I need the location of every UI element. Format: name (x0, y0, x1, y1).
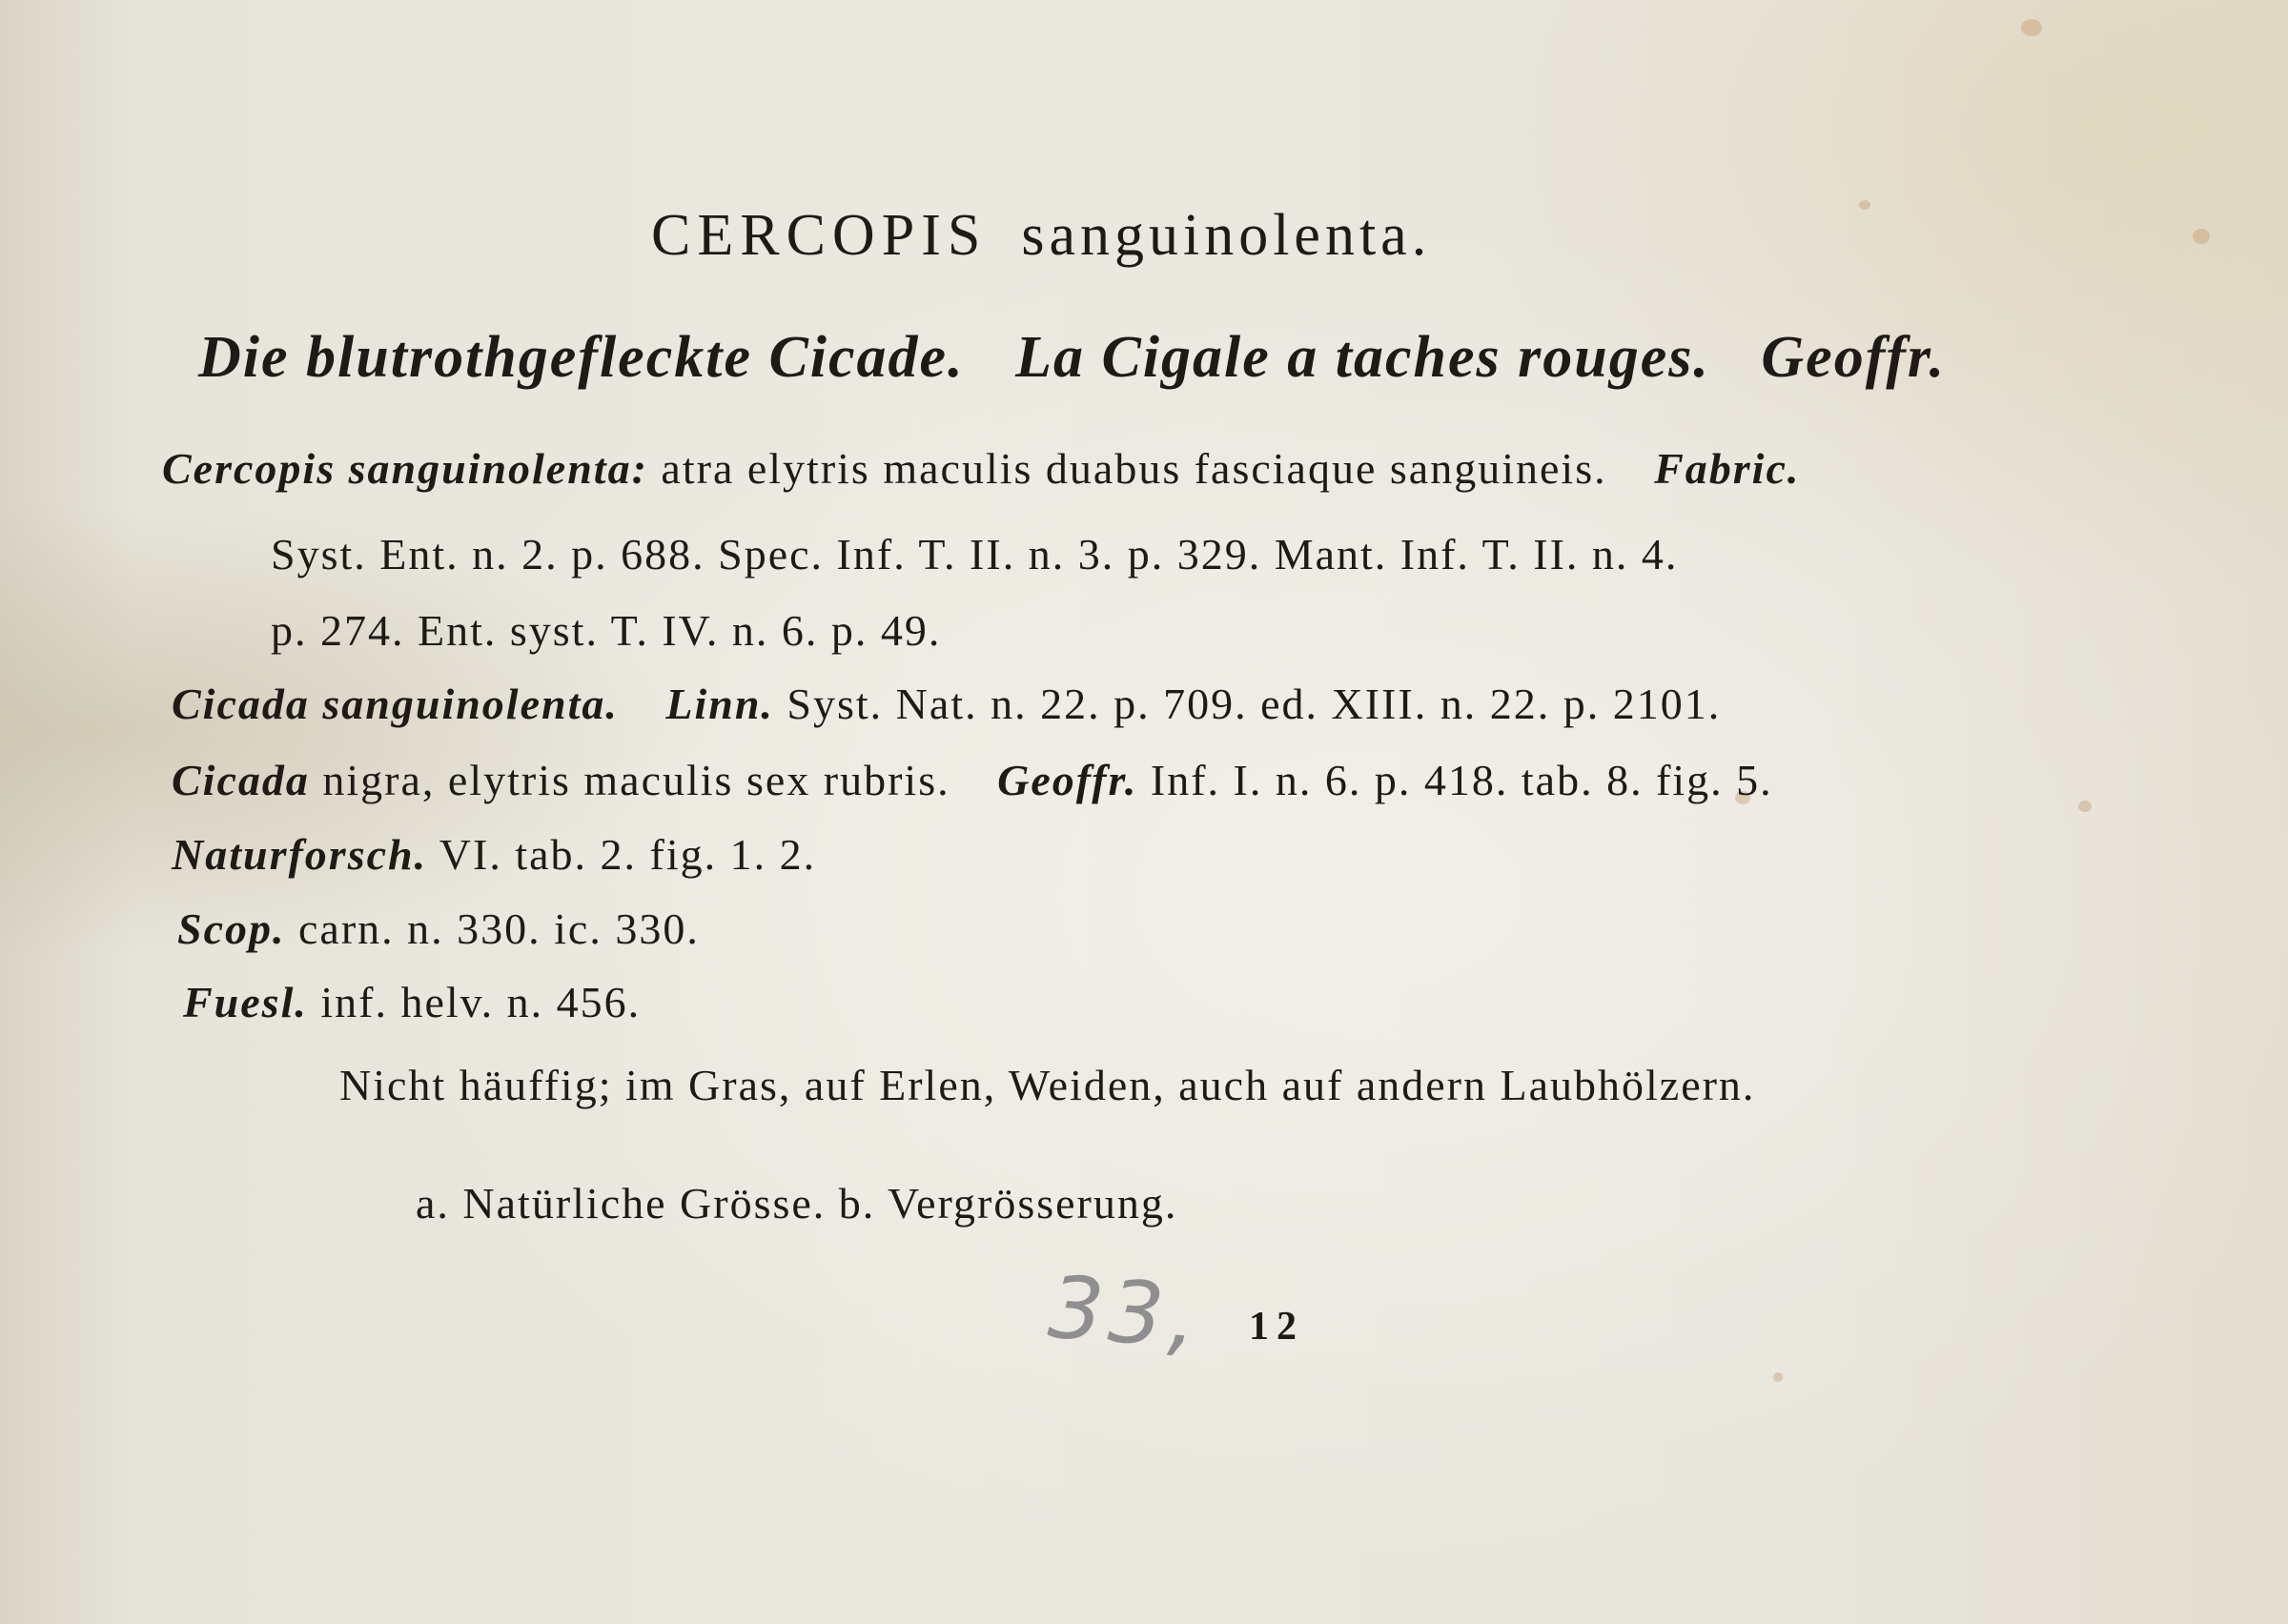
synonym-name: Naturforsch. (172, 830, 428, 879)
synonym-name: Cercopis sanguinolenta: (162, 444, 648, 493)
synonym-author: Fabric. (1654, 444, 1801, 493)
synonym-author: Linn. (665, 680, 774, 728)
synonym-line-8 (183, 977, 641, 1027)
reference-text: carn. n. 330. ic. 330. (298, 904, 700, 953)
synonym-line-7 (177, 903, 700, 954)
synonym-line-2 (271, 529, 1678, 579)
foxing-spot (2021, 19, 2042, 36)
synonym-name: Fuesl. (183, 978, 308, 1026)
synonym-name: Cicada sanguinolenta. (172, 680, 619, 728)
german-name: Die blutrothgefleckte Cicade. (198, 325, 965, 390)
reference-text: inf. helv. n. 456. (320, 978, 642, 1026)
species-name: sanguinolenta. (1021, 203, 1432, 268)
synonym-line-6 (172, 829, 816, 880)
reference-text: VI. tab. 2. fig. 1. 2. (439, 830, 817, 879)
genus-name: CERCOPIS (651, 203, 988, 268)
foxing-spot (2078, 801, 2092, 812)
synonym-line-4 (172, 679, 1721, 729)
synonym-line-3 (271, 605, 941, 656)
french-name: La Cigale a taches rouges. (1015, 325, 1710, 390)
foxing-spot (1859, 200, 1870, 210)
synonym-description: atra elytris maculis duabus fasciaque sanguineis. (661, 444, 1607, 493)
synonym-name: Cicada (172, 756, 310, 804)
handwritten-note: 33, (1045, 1257, 1206, 1369)
common-names (198, 324, 1946, 392)
habitat-note (339, 1060, 1755, 1110)
habitat-text: Nicht häuffig; im Gras, auf Erlen, Weiden, auch auf andern Laubhölzern. (339, 1061, 1756, 1109)
synonym-description: nigra, elytris maculis sex rubris. (322, 756, 950, 804)
species-title (651, 202, 1431, 270)
foxing-spot (2193, 229, 2210, 244)
synonym-author: Geoffr. (997, 756, 1138, 804)
foxing-spot (1773, 1372, 1783, 1382)
synonym-line-1 (162, 443, 1800, 494)
reference-text: Inf. I. n. 6. p. 418. tab. 8. fig. 5. (1150, 756, 1773, 804)
synonym-line-5 (172, 755, 1773, 805)
figure-legend (416, 1178, 1177, 1228)
synonym-name: Scop. (177, 904, 286, 953)
common-name-author: Geoffr. (1761, 325, 1947, 390)
page-number: 12 (1249, 1305, 1304, 1349)
reference-text: Syst. Ent. n. 2. p. 688. Spec. Inf. T. II. n. 3. p. 329. Mant. Inf. T. II. n. 4. (271, 530, 1679, 579)
reference-text: Syst. Nat. n. 22. p. 709. ed. XIII. n. 22. p. 2101. (786, 680, 1722, 728)
reference-text: p. 274. Ent. syst. T. IV. n. 6. p. 49. (271, 606, 942, 655)
legend-text: a. Natürliche Grösse. b. Vergrösserung. (416, 1179, 1178, 1228)
